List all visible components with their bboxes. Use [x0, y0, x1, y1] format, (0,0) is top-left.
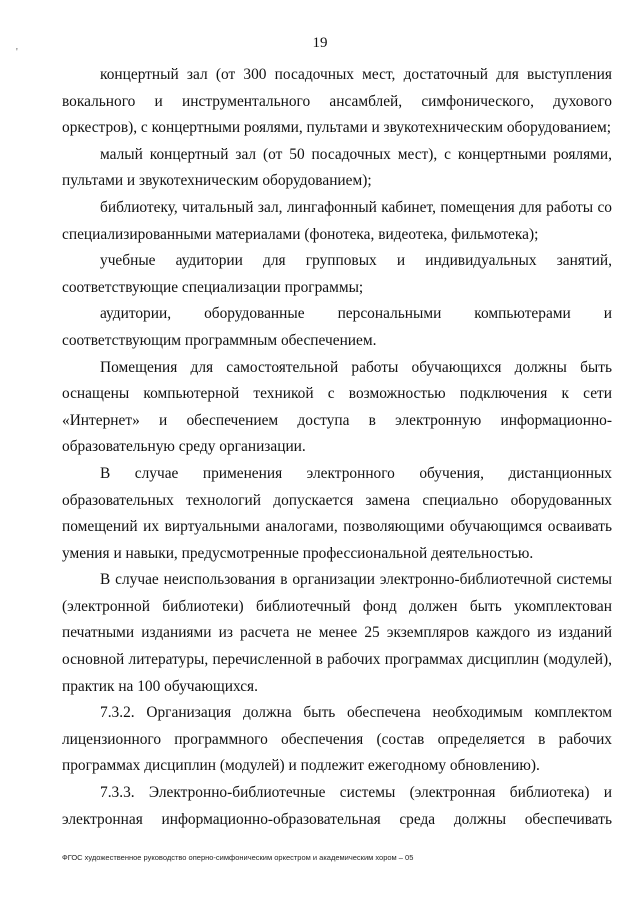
paragraph-7-3-2: 7.3.2. Организация должна быть обеспечена необходимым комплектом лицензионного программного обеспечения (состав определяется в рабочих программах дисциплин (модулей) и подлежит ежегодному обновлению).	[62, 704, 612, 775]
body-text	[62, 62, 612, 833]
scan-mark: '	[16, 47, 18, 58]
page-number: 19	[312, 35, 328, 51]
paragraph-7-3-3: 7.3.3. Электронно-библиотечные системы (электронная библиотека) и электронная информационно-образовательная среда должны обеспечивать	[62, 784, 612, 828]
paragraph-classrooms: учебные аудитории для групповых и индивидуальных занятий, соответствующие специализации программы;	[62, 252, 612, 296]
paragraph-library-fund: В случае неиспользования в организации электронно-библиотечной системы (электронной библиотеки) библиотечный фонд должен быть укомплектован печатными изданиями из расчета не менее 25 экземпляров каждого из изданий основной литературы, перечисленной в рабочих программах дисциплин (модулей), практик на 100 обучающихся.	[62, 571, 612, 695]
page-footer: ФГОС художественное руководство оперно-симфоническим оркестром и академическим хором – 05	[62, 853, 414, 862]
paragraph-computer-rooms: аудитории, оборудованные персональными компьютерами и соответствующим программным обеспечением.	[62, 305, 612, 349]
paragraph-concert-hall: концертный зал (от 300 посадочных мест, достаточный для выступления вокального и инструментального ансамблей, симфонического, духового оркестров), с концертными роялями, пультами и звукотехническим оборудованием;	[62, 66, 612, 137]
paragraph-small-concert-hall: малый концертный зал (от 50 посадочных мест), с концертными роялями, пультами и звукотехническим оборудованием);	[62, 145, 612, 190]
paragraph-e-learning: В случае применения электронного обучения, дистанционных образовательных технологий допускается замена специально оборудованных помещений их виртуальными аналогами, позволяющими обучающимся осваивать умения и навыки, предусмотренные профессиональной деятельностью.	[62, 464, 612, 562]
paragraph-library: библиотеку, читальный зал, лингафонный кабинет, помещения для работы со специализированными материалами (фонотека, видеотека, фильмотека);	[62, 198, 612, 243]
paragraph-self-study-rooms: Помещения для самостоятельной работы обучающихся должны быть оснащены компьютерной техникой с возможностью подключения к сети «Интернет» и обеспечением доступа в электронную информационно-образовательную среду организации.	[62, 358, 612, 456]
